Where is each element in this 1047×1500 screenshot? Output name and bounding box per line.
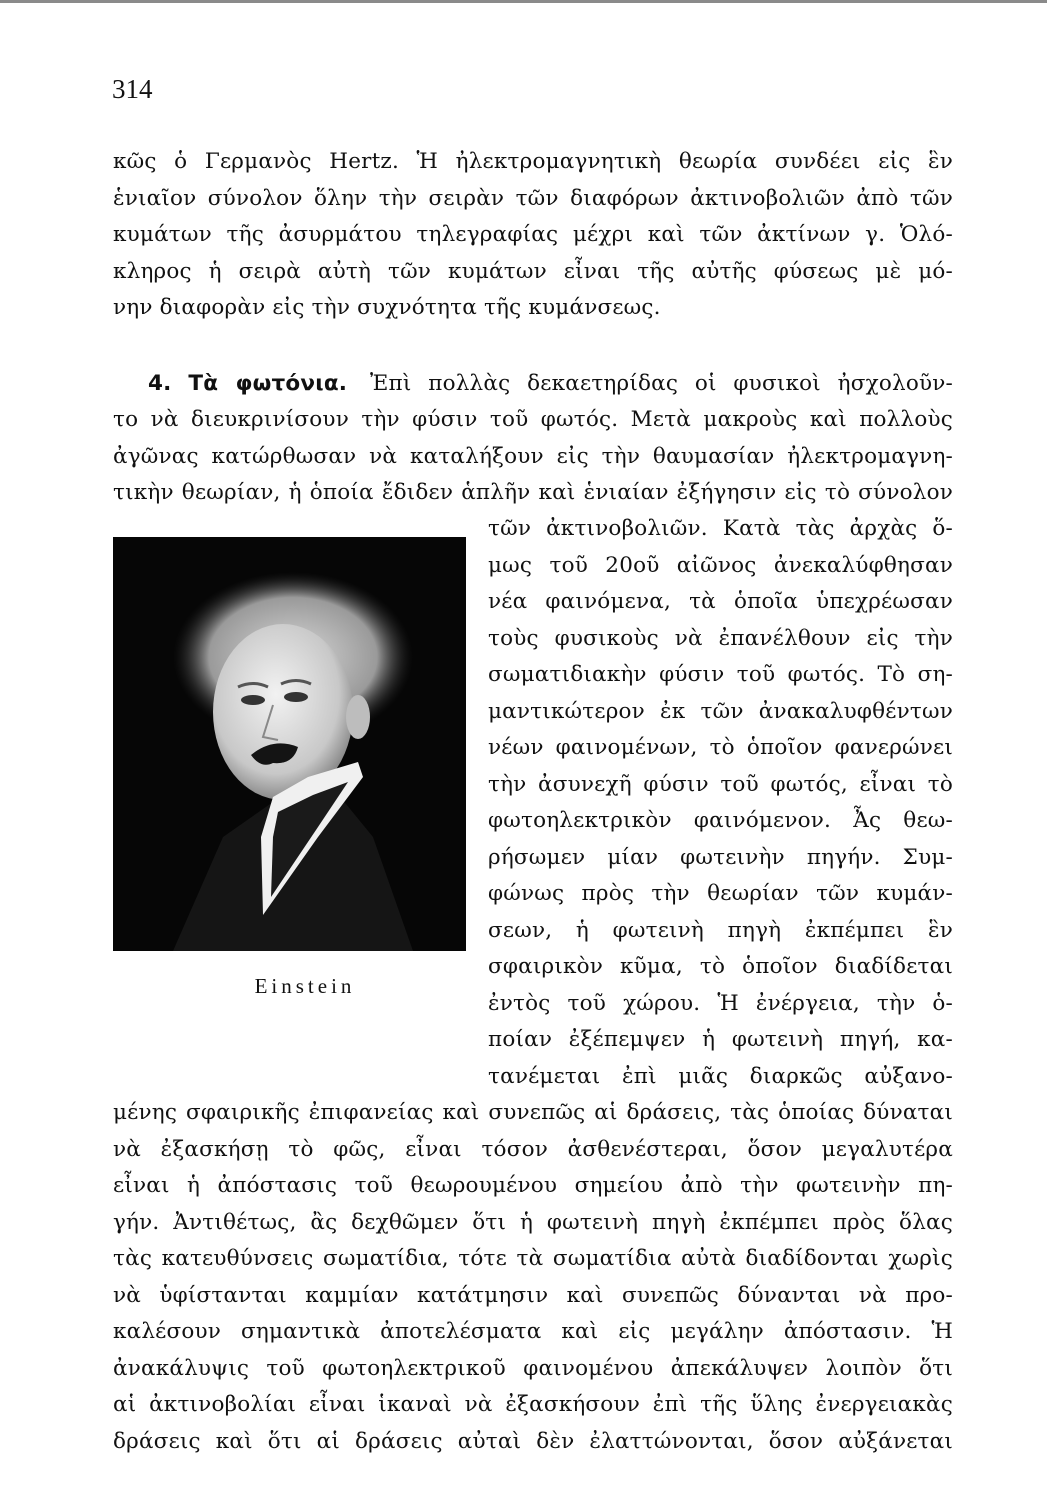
- text-line: κῶς ὁ Γερμανὸς Hertz. Ἡ ἠλεκτρομαγνητικὴ θεωρία συνδέει εἰς ἓν: [113, 149, 953, 174]
- text-line: ἀγῶνας κατώρθωσαν νὰ καταλήξουν εἰς τὴν θαυμασίαν ἠλεκτρομαγνη-: [113, 444, 953, 469]
- text-line: φωτοηλεκτρικὸν φαινόμενον. Ἆς θεω-: [488, 808, 953, 833]
- text-line: τοὺς φυσικοὺς νὰ ἐπανέλθουν εἰς τὴν: [488, 626, 953, 651]
- text-line: τικὴν θεωρίαν, ἡ ὁποία ἔδιδεν ἁπλῆν καὶ ἑνιαίαν ἐξήγησιν εἰς τὸ σύνολον: [113, 480, 953, 505]
- text-line: ποίαν ἐξέπεμψεν ἡ φωτεινὴ πηγή, κα-: [488, 1027, 953, 1052]
- text-line: τανέμεται ἐπὶ μιᾶς διαρκῶς αὐξανο-: [488, 1064, 953, 1089]
- text-line: τὰς κατευθύνσεις σωματίδια, τότε τὰ σωματίδια αὐτὰ διαδίδονται χωρὶς: [113, 1246, 953, 1271]
- section-number: 4.: [148, 371, 172, 396]
- text-line: σωματιδιακὴν φύσιν τοῦ φωτός. Τὸ ση-: [488, 662, 953, 687]
- text-span: Ἐπὶ πολλὰς δεκαετηρίδας οἱ φυσικοὶ ἠσχολοῦν-: [369, 371, 953, 396]
- text-line: δράσεις καὶ ὅτι αἱ δράσεις αὐταὶ δὲν ἐλαττώνονται, ὅσον αὐξάνεται: [113, 1429, 953, 1454]
- text-line: τὴν ἀσυνεχῆ φύσιν τοῦ φωτός, εἶναι τὸ: [488, 772, 953, 797]
- text-line: νὰ ἐξασκήσῃ τὸ φῶς, εἶναι τόσον ἀσθενέστεραι, ὅσον μεγαλυτέρα: [113, 1137, 953, 1162]
- section-title: Τὰ φωτόνια.: [188, 371, 348, 396]
- text-line: μαντικώτερον ἐκ τῶν ἀνακαλυφθέντων: [488, 699, 953, 724]
- text-line: φώνως πρὸς τὴν θεωρίαν τῶν κυμάν-: [488, 881, 953, 906]
- scan-edge-line: [0, 0, 1047, 3]
- text-line: νην διαφορὰν εἰς τὴν συχνότητα τῆς κυμάνσεως.: [113, 295, 661, 320]
- text-line: το νὰ διευκρινίσουν τὴν φύσιν τοῦ φωτός. Μετὰ μακροὺς καὶ πολλοὺς: [113, 407, 953, 432]
- text-line: νέα φαινόμενα, τὰ ὁποῖα ὑπεχρέωσαν: [488, 589, 953, 614]
- text-line: ρήσωμεν μίαν φωτεινὴν πηγήν. Συμ-: [488, 845, 953, 870]
- text-line: νὰ ὑφίστανται καμμίαν κατάτμησιν καὶ συνεπῶς δύνανται νὰ προ-: [113, 1283, 953, 1308]
- page-number: 314: [112, 74, 153, 104]
- text-line: εἶναι ἡ ἀπόστασις τοῦ θεωρουμένου σημείου ἀπὸ τὴν φωτεινὴν πη-: [113, 1173, 953, 1198]
- text-line: νέων φαινομένων, τὸ ὁποῖον φανερώνει: [488, 735, 953, 760]
- text-line: ἀνακάλυψις τοῦ φωτοηλεκτρικοῦ φαινομένου ἀπεκάλυψεν λοιπὸν ὅτι: [113, 1356, 953, 1381]
- text-line: μένης σφαιρικῆς ἐπιφανείας καὶ συνεπῶς αἱ δράσεις, τὰς ὁποίας δύναται: [113, 1100, 953, 1125]
- text-line: σφαιρικὸν κῦμα, τὸ ὁποῖον διαδίδεται: [488, 954, 953, 979]
- text-line: γήν. Ἀντιθέτως, ἂς δεχθῶμεν ὅτι ἡ φωτεινὴ πηγὴ ἐκπέμπει πρὸς ὅλας: [113, 1210, 953, 1235]
- text-line: κυμάτων τῆς ἀσυρμάτου τηλεγραφίας μέχρι καὶ τῶν ἀκτίνων γ. Ὁλό-: [113, 222, 953, 247]
- text-line: αἱ ἀκτινοβολίαι εἶναι ἱκαναὶ νὰ ἐξασκήσουν ἐπὶ τῆς ὕλης ἐνεργειακὰς: [113, 1392, 953, 1417]
- portrait-photo-icon: [113, 537, 466, 951]
- text-line: καλέσουν σημαντικὰ ἀποτελέσματα καὶ εἰς μεγάλην ἀπόστασιν. Ἡ: [113, 1319, 953, 1344]
- text-line: σεων, ἡ φωτεινὴ πηγὴ ἐκπέμπει ἓν: [488, 918, 953, 943]
- text-line: ἐντὸς τοῦ χώρου. Ἡ ἐνέργεια, τὴν ὁ-: [488, 991, 953, 1016]
- text-line: μως τοῦ 20οῦ αἰῶνος ἀνεκαλύφθησαν: [488, 553, 953, 578]
- text-line: τῶν ἀκτινοβολιῶν. Κατὰ τὰς ἀρχὰς ὅ-: [488, 516, 953, 541]
- figure-caption: Einstein: [254, 974, 356, 998]
- einstein-portrait: [113, 537, 466, 951]
- section-heading-line: [148, 367, 953, 401]
- text-line: κληρος ἡ σειρὰ αὐτὴ τῶν κυμάτων εἶναι τῆς αὐτῆς φύσεως μὲ μό-: [113, 259, 953, 284]
- text-line: ἑνιαῖον σύνολον ὅλην τὴν σειρὰν τῶν διαφόρων ἀκτινοβολιῶν ἀπὸ τῶν: [113, 186, 953, 211]
